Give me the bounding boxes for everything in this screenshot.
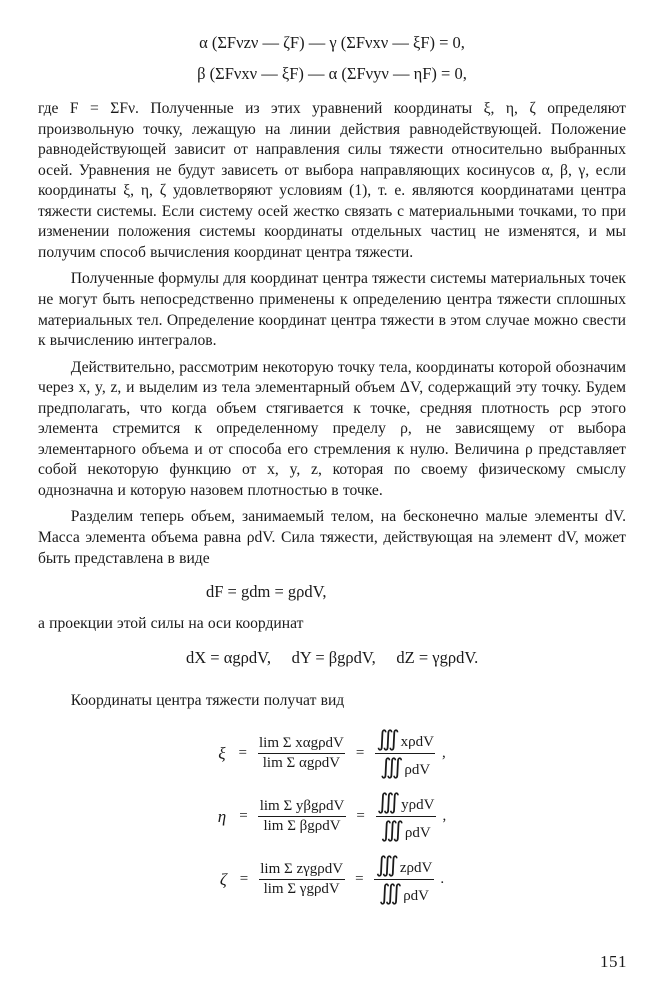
triple-integral-icon: ∭ (376, 727, 397, 752)
fraction-limits-eta (255, 798, 350, 835)
spacer (38, 680, 626, 691)
numerator: lim Σ xαgρdV (258, 735, 344, 752)
final-equation-eta-lhs: η (217, 806, 227, 826)
equation-1: α (ΣFνzν — ζF) — γ (ΣFνxν — ξF) = 0, (199, 33, 465, 52)
fraction-integrals-xi (371, 727, 439, 780)
fraction-limits-xi (254, 735, 349, 772)
paragraph-2: Полученные формулы для координат центра тяжести системы материальных точек не могут быть непосредственно применены к определению центра тяжести сплошных материальных тел. Определение координат центра тяжести в этом случае можно свести к вычислению интегралов. (38, 270, 626, 350)
denominator-text: ρdV (403, 888, 430, 905)
page-content (38, 28, 626, 912)
equation-projections: dX = αgρdV, dY = βgρdV, dZ = γgρdV. (186, 647, 479, 667)
triple-integral-icon: ∭ (376, 790, 398, 815)
punctuation: , (442, 745, 446, 762)
top-equations (38, 28, 626, 89)
punctuation: . (440, 871, 445, 888)
paragraph-4: Разделим теперь объем, занимаемый телом, на бесконечно малые элементы dV. Масса элемента объема равна ρdV. Сила тяжести, действующая на элемент dV, может быть представлена в виде (38, 508, 626, 567)
equals-sign: = (355, 745, 365, 762)
denominator (375, 753, 435, 780)
paragraph-3: Действительно, рассмотрим некоторую точку тела, координаты которой обозначим через x, y, z, и выделим из тела элементарный объем ΔV, содержащий эту точку. Будем предполагать, что когда объем стягивается к точке, средняя плотность ρср этого элемента стремится к определенному пределу ρ, не зависящему от выбора элементарного объема и от способа его стремления к нулю. Величина ρ представляет собой некоторую функцию от x, y, z, которая по своему физическому смыслу однозначна и которую назовем плотностью в точке. (38, 358, 626, 499)
equals-sign: = (239, 871, 249, 888)
spacer (38, 711, 626, 717)
equals-sign: = (239, 808, 248, 825)
denominator-text: ρdV (404, 825, 431, 842)
denominator: lim Σ βgρdV (258, 816, 345, 835)
paragraph-1: где F = ΣFν. Полученные из этих уравнений координаты ξ, η, ζ определяют произвольную точку, лежащую на линии действия равнодействующей. Положение равнодействующей зависит от направления силы тяжести относительно выбранных осей. Уравнения не будут зависеть от выбора направляющих косинусов α, β, γ, если координаты ξ, η, ζ удовлетворяют условиям (1), т. е. являются координатами центра тяжести системы. Если систему осей жестко связать с материальными точками, то при изменении положения системы координаты отдельных частиц не изменятся, и мы получим способ вычисления координат центра тяжести. (38, 100, 626, 261)
equals-sign: = (355, 871, 364, 888)
denominator: lim Σ γgρdV (259, 879, 345, 898)
numerator-text: zρdV (399, 860, 433, 877)
final-equation-eta (38, 790, 626, 843)
numerator (371, 853, 438, 879)
equals-sign: = (356, 808, 365, 825)
final-equation-xi-lhs: ξ (218, 743, 226, 763)
text-coords: Координаты центра тяжести получат вид (70, 691, 345, 709)
fraction-integrals-eta (372, 790, 440, 843)
equation-2: β (ΣFνxν — ξF) — α (ΣFνyν — ηF) = 0, (197, 63, 467, 83)
denominator (376, 816, 436, 843)
triple-integral-icon: ∭ (380, 755, 401, 780)
final-equation-zeta-lhs: ζ (219, 869, 227, 889)
page-number: 151 (600, 952, 627, 971)
numerator (372, 790, 440, 816)
denominator-text: ρdV (404, 762, 431, 779)
numerator (371, 727, 439, 753)
punctuation: , (442, 808, 447, 825)
numerator-text: yρdV (401, 797, 435, 814)
triple-integral-icon: ∭ (375, 853, 396, 878)
numerator: lim Σ yβgρdV (259, 798, 345, 815)
numerator-text: xρdV (400, 734, 434, 751)
denominator (374, 879, 434, 906)
denominator: lim Σ αgρdV (258, 753, 345, 772)
equals-sign: = (238, 745, 247, 762)
triple-integral-icon: ∭ (380, 818, 401, 843)
triple-integral-icon: ∭ (378, 881, 400, 906)
text-projections: а проекции этой силы на оси координат (38, 615, 304, 633)
fraction-integrals-zeta (371, 853, 438, 906)
equation-dF: dF = gdm = gρdV, (206, 582, 327, 602)
numerator: lim Σ zγgρdV (260, 861, 344, 878)
final-equation-xi (38, 727, 626, 780)
fraction-limits-zeta (255, 861, 348, 898)
final-equation-zeta (38, 853, 626, 906)
